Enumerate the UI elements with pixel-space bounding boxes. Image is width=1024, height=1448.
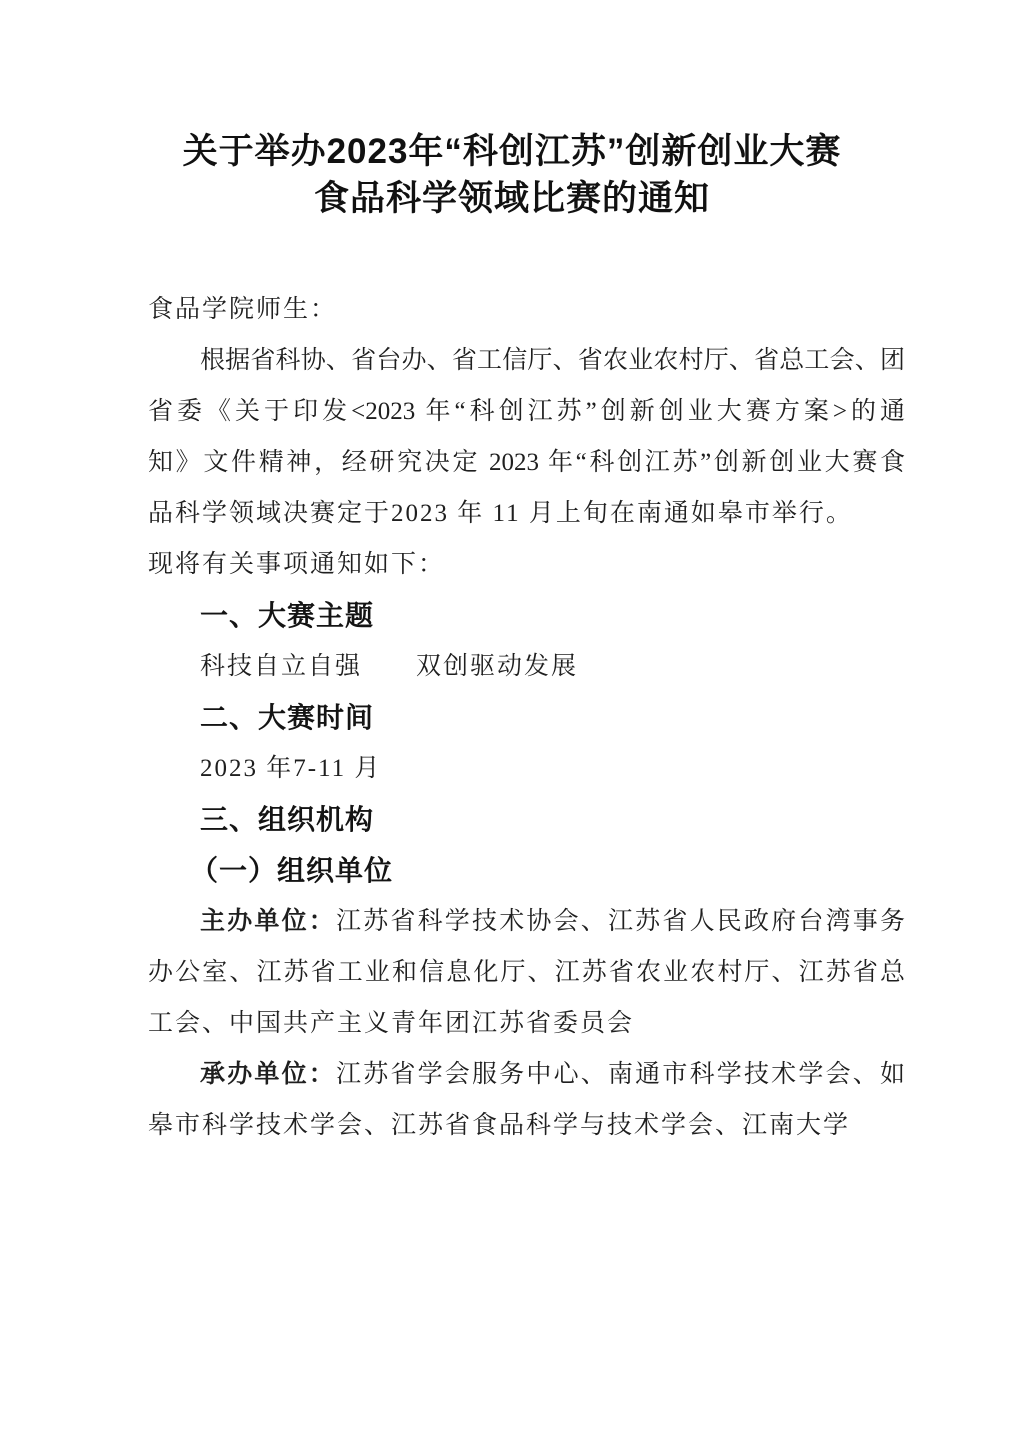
- organizer-line-3: 工会、中国共产主义青年团江苏省委员会: [148, 1010, 635, 1037]
- undertaker-label: 承办单位：: [200, 1061, 336, 1088]
- organizer-label: 主办单位：: [200, 908, 336, 935]
- section-1-heading: 一、大赛主题: [200, 600, 375, 631]
- organizer-line-1: [148, 896, 905, 947]
- section-1-text: 科技自立自强 双创驱动发展: [200, 653, 579, 680]
- document-title-line-1: 关于举办2023年“科创江苏”创新创业大赛: [182, 132, 842, 171]
- organizer-line-1-text: 江苏省科学技术协会、江苏省人民政府台湾事务: [336, 908, 905, 935]
- organizer-line-2: 办公室、江苏省工业和信息化厅、江苏省农业农村厅、江苏省总: [148, 959, 905, 986]
- section-2-text: 2023 年7-11 月: [200, 755, 382, 782]
- document-title-line-2: 食品科学领域比赛的通知: [313, 179, 710, 218]
- intro-line-1: 根据省科协、省台办、省工信厅、省农业农村厅、省总工会、团: [200, 347, 905, 374]
- undertaker-line-1: [148, 1049, 905, 1100]
- section-3-sub-heading: （一）组织单位: [190, 855, 394, 886]
- document-body: [148, 284, 905, 1151]
- intro-line-3: 知》文件精神，经研究决定 2023 年“科创江苏”创新创业大赛食: [148, 449, 905, 476]
- undertaker-line-1-text: 江苏省学会服务中心、南通市科学技术学会、如: [336, 1061, 905, 1088]
- document-title: [0, 0, 1024, 222]
- section-2-heading: 二、大赛时间: [200, 702, 375, 733]
- intro-line-4: 品科学领域决赛定于2023 年 11 月上旬在南通如皋市举行。: [148, 500, 853, 527]
- section-3-heading: 三、组织机构: [200, 804, 375, 835]
- undertaker-line-2: 皋市科学技术学会、江苏省食品科学与技术学会、江南大学: [148, 1112, 851, 1139]
- intro-line-2: 省委《关于印发<2023 年“科创江苏”创新创业大赛方案>的通: [148, 398, 905, 425]
- salutation: 食品学院师生：: [148, 296, 338, 323]
- intro-line-5: 现将有关事项通知如下：: [148, 551, 446, 578]
